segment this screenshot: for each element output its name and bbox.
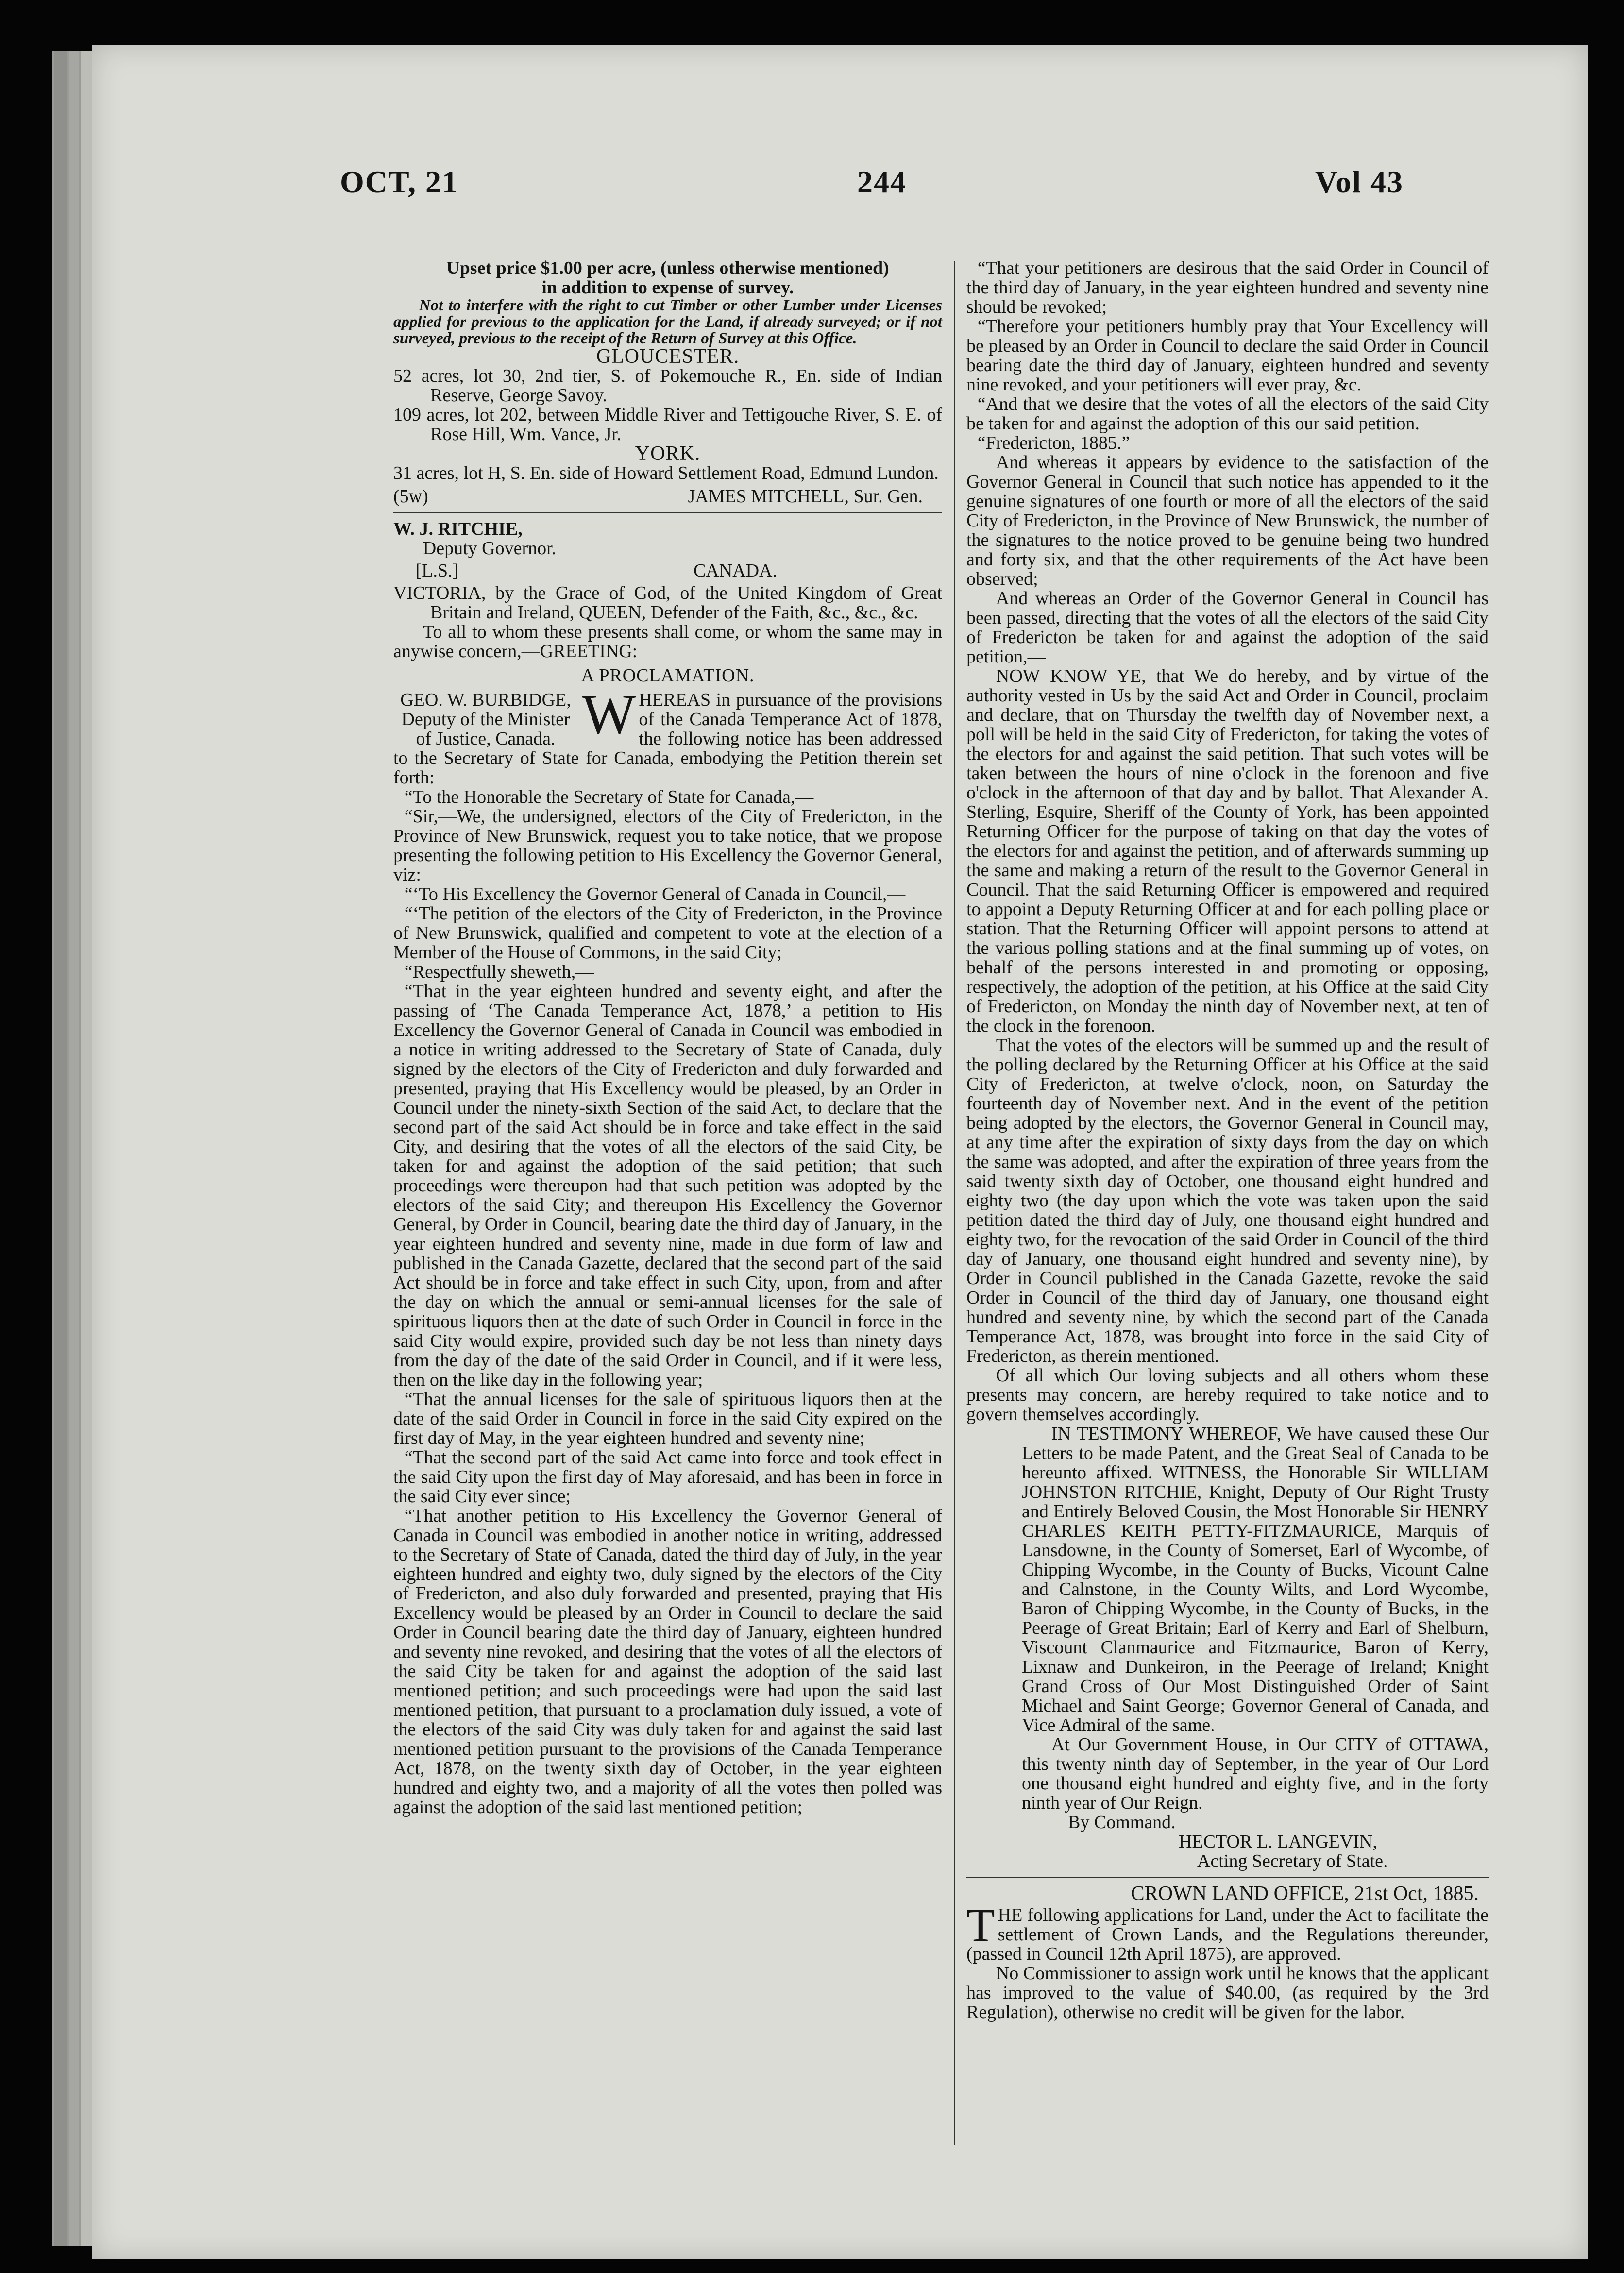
signature-code: (5w) [393, 486, 428, 507]
proclamation-paragraph: That the votes of the electors will be summed up and the result of the polling declared by the Returning Officer at his Office at the said City of Fredericton, at twelve o'clock, noon, on Saturday the fourteenth day of November next. And in the event of the petition being adopted by the electors, the Governor General in Council may, at any time after the expiration of sixty days from the day on which the same was adopted, and after the expiration of three years from the said twenty sixth day of October, one thousand eight hundred and eighty two (the day upon which the vote was taken upon the said petition dated the third day of July, one thousand eight hundred and eighty two, for the revocation of the said Order in Council of the third day of January, one thousand eight hundred and seventy nine), by Order in Council published in the Canada Gazette, revoke the said Order in Council of the third day of January, one thousand eight hundred and seventy nine, by which the second part of the Canada Temperance Act, 1878, was brought into force in the said City of Fredericton, as therein mentioned. [966, 1035, 1489, 1366]
crown-land-heading: CROWN LAND OFFICE, 21st Oct, 1885. [1131, 1883, 1479, 1905]
greeting: To all to whom these presents shall come, or whom the same may in anywise concern,—GREETING: [393, 622, 942, 662]
whereas-text: HEREAS in pursuance of the provisions of the Canada Temperance Act of 1878, the following notice has been addressed to the Secretary of State for Canada, embodying the Petition therein set forth: [393, 690, 942, 788]
crown-land-text: HE following applications for Land, under the Act to facilitate the settlement of Crown Lands, and the Regulations thereunder, (passed in Council 12th April 1875), are approved. [966, 1905, 1489, 1964]
drop-cap: W [582, 682, 636, 746]
petition-date: “Fredericton, 1885.” [977, 433, 1130, 453]
proclamation-paragraph: Of all which Our loving subjects and all others whom these presents may concern, are hereby required to take notice and to govern themselves accordingly. [966, 1365, 1489, 1425]
deputy-governor-name: W. J. RITCHIE, [393, 519, 523, 539]
county-heading-york: YORK. [635, 442, 701, 465]
commissioner-notice: No Commissioner to assign work until he knows that the applicant has improved to the value of $40.00, (as required by the 3rd Regulation), otherwise no credit will be given for the labor. [966, 1963, 1489, 2022]
petition-paragraph: “That your petitioners are desirous that the said Order in Council of the third day of January, in the year eighteen hundred and seventy nine should be revoked; [966, 258, 1489, 317]
drop-cap: T [966, 1899, 995, 1951]
by-command: By Command. [1068, 1812, 1176, 1832]
upset-price-line: Upset price $1.00 per acre, (unless otherwise mentioned) [446, 258, 889, 278]
upset-price-line: in addition to expense of survey. [541, 277, 794, 298]
petition-paragraph: “That the second part of the said Act came into force and took effect in the said City upon the first day of May aforesaid, and has been in force in the said City ever since; [393, 1447, 942, 1507]
header-date: OCT, 21 [340, 165, 458, 199]
petition-paragraph: “That the annual licenses for the sale of spirituous liquors then at the date of the said Order in Council in force in the said City expired on the first day of May, in the year eighteen hundred and seventy nine; [393, 1389, 942, 1448]
county-heading-gloucester: GLOUCESTER. [596, 345, 740, 368]
land-entry: 52 acres, lot 30, 2nd tier, S. of Pokemouche R., En. side of Indian Reserve, George Savoy. [393, 366, 942, 406]
royal-style: VICTORIA, by the Grace of God, of the United Kingdom of Great Britain and Ireland, QUEEN, Defender of the Faith, &c., &c., &c. [393, 583, 942, 623]
minister-bracket: GEO. W. BURBIDGE, Deputy of the Minister of Justice, Canada. [400, 690, 571, 749]
secretary-name: HECTOR L. LANGEVIN, [1179, 1832, 1377, 1852]
column-divider [954, 261, 955, 2145]
petition-paragraph: “‘The petition of the electors of the City of Fredericton, in the Province of New Brunswick, qualified and competent to vote at the election of a Member of the House of Commons, in the said City; [393, 903, 942, 963]
testimony-paragraph: IN TESTIMONY WHEREOF, We have caused these Our Letters to be made Patent, and the Great Seal of Canada to be hereunto affixed. WITNESS, the Honorable Sir WILLIAM JOHNSTON RITCHIE, Knight, Deputy of Our Right Trusty and Entirely Beloved Cousin, the Most Honorable Sir HENRY CHARLES KEITH PETTY-FITZMAURICE, Marquis of Lansdowne, in the County of Somerset, Earl of Wycombe, of Chipping Wycombe, in the County of Bucks, Vicount Calne and Calnstone, in the County Wilts, and Lord Wycombe, Baron of Chipping Wycombe, in the County of Bucks, in the Peerage of Great Britain; Earl of Kerry and Earl of Shelburn, Viscount Clanmaurice and Fitzmaurice, Baron of Kerry, Lixnaw and Dunkeiron, in the Peerage of Ireland; Knight Grand Cross of Our Most Distinguished Order of Saint Michael and Saint George; Governor General of Canada, and Vice Admiral of the same. [1022, 1424, 1489, 1735]
header-volume: Vol 43 [1315, 165, 1404, 199]
page-header [92, 164, 1588, 208]
secretary-title: Acting Secretary of State. [1197, 1851, 1388, 1871]
petition-paragraph: “And that we desire that the votes of all the electors of the said City be taken for and against the adoption of this our said petition. [966, 394, 1489, 434]
land-entry: 109 acres, lot 202, between Middle River and Tettigouche River, S. E. of Rose Hill, Wm. Vance, Jr. [393, 405, 942, 444]
seal-line [393, 561, 942, 580]
proclamation-paragraph: And whereas an Order of the Governor General in Council has been passed, directing that the votes of all the electors of the said City of Fredericton be taken for and against the adoption of the said petition,— [966, 588, 1489, 667]
left-column [393, 258, 942, 1817]
deputy-governor-title: Deputy Governor. [423, 538, 557, 559]
proclamation-paragraph: And whereas it appears by evidence to the satisfaction of the Governor General in Council that such notice has appended to it the genuine signatures of one fourth or more of all the electors of the said City of Fredericton, in the Province of New Brunswick, the number of the signatures to the notice proved to be genuine being two hundred and forty six, and that the other requirements of the Act have been observed; [966, 452, 1489, 589]
petition-paragraph: “To the Honorable the Secretary of State for Canada,— [404, 787, 814, 807]
gazette-page [92, 45, 1588, 2259]
seal-mark: [L.S.] [415, 560, 459, 581]
whereas-block [393, 682, 942, 788]
crown-land-intro [966, 1899, 1489, 1964]
signature-name: JAMES MITCHELL, Sur. Gen. [688, 486, 923, 507]
header-page-number: 244 [857, 165, 907, 199]
timber-notice: Not to interfere with the right to cut Timber or other Lumber under Licenses applied for previous to the application for the Land, if already surveyed; or if not surveyed, previous to the receipt of the Return of Survey at this Office. [393, 297, 942, 347]
right-column [966, 258, 1489, 2022]
land-entry: 31 acres, lot H, S. En. side of Howard Settlement Road, Edmund Lundon. [393, 463, 939, 483]
proclamation-paragraph: NOW KNOW YE, that We do hereby, and by virtue of the authority vested in Us by the said Act and Order in Council, proclaim and declare, that on Thursday the twelfth day of November next, a poll will be held in the said City of Fredericton, for taking the votes of the electors for and against the said petition. That such votes will be taken between the hours of nine o'clock in the forenoon and five o'clock in the afternoon of that day and by ballot. That Alexander A. Sterling, Esquire, Sheriff of the County of York, has been appointed Returning Officer for the purpose of taking on that day the votes of the electors for and against the petition, and of afterwards summing up the same and making a return of the result to the Governor General in Council. That the said Returning Officer is empowered and required to appoint a Deputy Returning Officer at and for each polling place or station. That the Returning Officer will appoint persons to attend at the various polling stations and at the final summing up of votes, on behalf of the persons interested in and promoting or opposing, respectively, the adoption of the petition, at his Office at the said City of Fredericton, on Monday the ninth day of November next, at ten of the clock in the forenoon. [966, 666, 1489, 1036]
petition-paragraph: “That in the year eighteen hundred and seventy eight, and after the passing of ‘The Canada Temperance Act, 1878,’ a petition to His Excellency the Governor General of Canada in Council was embodied in a notice in writing addressed to the Secretary of State of Canada, duly signed by the electors of the City of Fredericton and duly forwarded and presented, praying that His Excellency would be pleased, by an Order in Council under the ninety-sixth Section of the said Act, to declare that the second part of the said Act should be in force and take effect in the said City, and desiring that the votes of all the electors of the said City, be taken for and against the adoption of the said petition; that such proceedings were thereupon had that such petition was adopted by the electors of the said City; and thereupon His Excellency the Governor General, by Order in Council, bearing date the third day of January, in the year eighteen hundred and seventy nine, made in due form of law and published in the Canada Gazette, declared that the second part of the said Act should be in force and take effect in such City, upon, from and after the day on which the annual or semi-annual licenses for the sale of spirituous liquors then at the date of such Order in Council in force in the said City would expire, provided such day be not less than ninety days from the day of the date of the said Order in Council, and if it were less, then on the like day in the following year; [393, 981, 942, 1390]
petition-paragraph: “Sir,—We, the undersigned, electors of the City of Fredericton, in the Province of New Brunswick, request you to take notice, that we propose presenting the following petition to His Excellency the Governor General, viz: [393, 806, 942, 885]
government-house-paragraph: At Our Government House, in Our CITY of OTTAWA, this twenty ninth day of September, in the year of Our Lord one thousand eight hundred and eighty five, and in the forty ninth year of Our Reign. [1022, 1734, 1489, 1813]
surveyor-signature [393, 487, 942, 506]
petition-paragraph: “Respectfully sheweth,— [404, 962, 594, 982]
section-rule [966, 1877, 1489, 1878]
proclamation-title: A PROCLAMATION. [581, 665, 755, 686]
petition-paragraph: “That another petition to His Excellency the Governor General of Canada in Council was embodied in another notice in writing, addressed to the Secretary of State of Canada, dated the third day of July, in the year eighteen hundred and eighty two, duly signed by the electors of the City of Fredericton, and also duly forwarded and presented, praying that His Excellency would be pleased by an Order in Council to declare the said Order in Council bearing date the third day of January, eighteen hundred and seventy nine revoked, and desiring that the votes of all the electors of the said City be taken for and against the adoption of the said last mentioned petition; and such proceedings were had upon the said last mentioned petition, that pursuant to a proclamation duly issued, a vote of the electors of the said City was duly taken for and against the said last mentioned petition pursuant to the provisions of the Canada Temperance Act, 1878, on the twenty sixth day of October, in the year eighteen hundred and eighty two, and a majority of all the votes then polled was against the adoption of the said last mentioned petition; [393, 1506, 942, 1817]
petition-paragraph: “‘To His Excellency the Governor General of Canada in Council,— [404, 884, 906, 904]
country-heading: CANADA. [693, 560, 777, 581]
petition-paragraph: “Therefore your petitioners humbly pray that Your Excellency will be pleased by an Order in Council to declare the said Order in Council bearing date the third day of January, eighteen hundred and seventy nine revoked, and your petitioners will ever pray, &c. [966, 316, 1489, 395]
section-rule [393, 512, 942, 513]
